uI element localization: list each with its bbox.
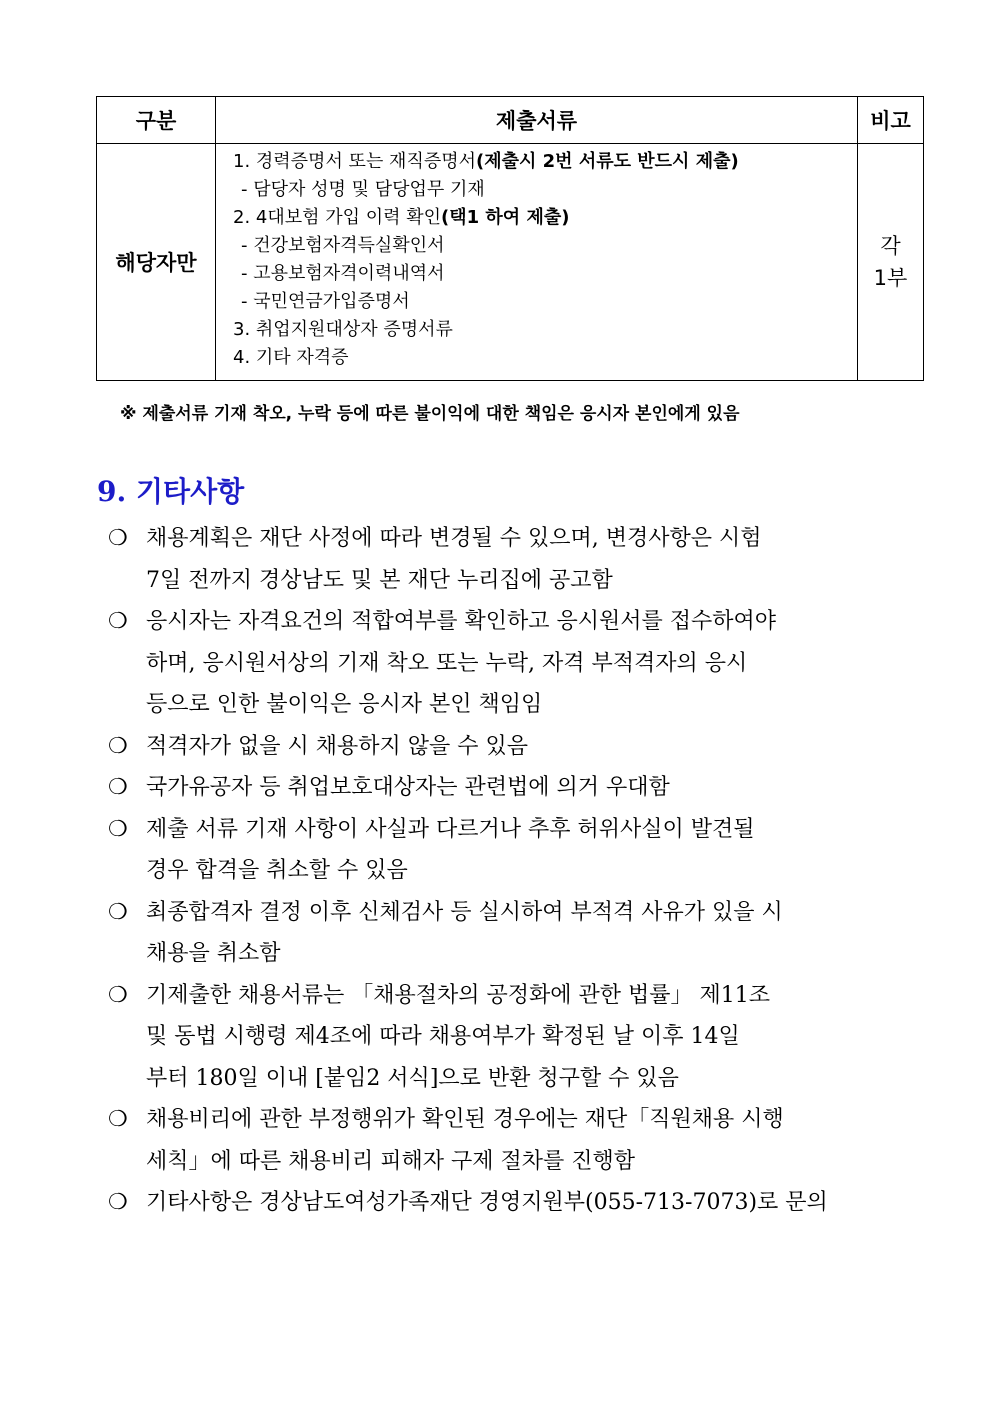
bullet-list bbox=[104, 518, 904, 1224]
list-item-line: 경우 합격을 취소할 수 있음 bbox=[146, 858, 408, 883]
circle-bullet-icon: ❍ bbox=[108, 816, 128, 842]
header-documents: 제출서류 bbox=[216, 97, 858, 144]
document-item bbox=[233, 316, 857, 344]
header-remarks: 비고 bbox=[858, 97, 924, 144]
circle-bullet-icon: ❍ bbox=[108, 526, 128, 551]
list-item-line: 7일 전까지 경상남도 및 본 재단 누리집에 공고함 bbox=[146, 567, 613, 593]
circle-bullet-icon: ❍ bbox=[108, 1107, 128, 1132]
header-category: 구분 bbox=[97, 97, 216, 144]
list-item-line: 적격자가 없을 시 채용하지 않을 수 있음 bbox=[146, 733, 528, 759]
circle-bullet-icon: ❍ bbox=[108, 899, 128, 925]
document-item bbox=[233, 288, 857, 316]
section-title: 9. 기타사항 bbox=[97, 475, 245, 508]
document-item-emphasis: (택1 하여 제출) bbox=[441, 207, 570, 228]
circle-bullet-icon: ❍ bbox=[108, 1190, 128, 1215]
document-item-text: 2. 4대보험 가입 이력 확인 bbox=[233, 207, 442, 228]
document-item bbox=[233, 344, 857, 372]
list-item-line: 등으로 인한 불이익은 응시자 본인 책임임 bbox=[146, 692, 543, 717]
list-item-line: 제출 서류 기재 사항이 사실과 다르거나 추후 허위사실이 발견될 bbox=[146, 816, 755, 842]
table-header-row bbox=[97, 97, 924, 144]
list-item bbox=[104, 809, 904, 892]
circle-bullet-icon: ❍ bbox=[108, 775, 128, 800]
documents-table bbox=[96, 96, 924, 381]
list-item-line: 및 동법 시행령 제4조에 따라 채용여부가 확정된 날 이후 14일 bbox=[146, 1024, 740, 1049]
document-item-text: 4. 기타 자격증 bbox=[233, 347, 349, 368]
document-item bbox=[233, 148, 857, 176]
list-item-line: 채용계획은 재단 사정에 따라 변경될 수 있으며, 변경사항은 시험 bbox=[146, 526, 762, 551]
list-item-line: 하며, 응시원서상의 기재 착오 또는 누락, 자격 부적격자의 응시 bbox=[146, 650, 748, 676]
document-item bbox=[233, 204, 857, 232]
list-item bbox=[104, 518, 904, 601]
circle-bullet-icon: ❍ bbox=[108, 609, 128, 634]
list-item bbox=[104, 601, 904, 726]
list-item bbox=[104, 1182, 904, 1224]
remarks-cell bbox=[858, 144, 924, 381]
document-item bbox=[233, 176, 857, 204]
list-item bbox=[104, 892, 904, 975]
document-item-text: - 담당자 성명 및 담당업무 기재 bbox=[241, 179, 485, 200]
document-item bbox=[233, 260, 857, 288]
table-row bbox=[97, 144, 924, 381]
remarks-line-1: 각 bbox=[880, 234, 901, 258]
list-item bbox=[104, 975, 904, 1100]
footnote: ※ 제출서류 기재 착오, 누락 등에 따른 불이익에 대한 책임은 응시자 본인에게 있음 bbox=[120, 404, 740, 424]
category-cell: 해당자만 bbox=[97, 144, 216, 381]
circle-bullet-icon: ❍ bbox=[108, 733, 128, 759]
list-item-line: 세칙」에 따른 채용비리 피해자 구제 절차를 진행함 bbox=[146, 1148, 636, 1174]
document-item-text: - 건강보험자격득실확인서 bbox=[241, 235, 445, 256]
list-item-line: 채용을 취소함 bbox=[146, 941, 281, 966]
list-item-line: 국가유공자 등 취업보호대상자는 관련법에 의거 우대함 bbox=[146, 775, 670, 800]
list-item bbox=[104, 1099, 904, 1182]
document-item-text: - 고용보험자격이력내역서 bbox=[241, 263, 445, 284]
list-item bbox=[104, 767, 904, 809]
list-item-line: 기제출한 채용서류는 「채용절차의 공정화에 관한 법률」 제11조 bbox=[146, 982, 771, 1008]
documents-list bbox=[216, 144, 858, 381]
document-item-text: - 국민연금가입증명서 bbox=[241, 291, 410, 312]
circle-bullet-icon: ❍ bbox=[108, 982, 128, 1008]
document-item bbox=[233, 232, 857, 260]
remarks-line-2: 1부 bbox=[873, 266, 908, 290]
document-item-text: 1. 경력증명서 또는 재직증명서 bbox=[233, 151, 476, 172]
list-item-line: 기타사항은 경상남도여성가족재단 경영지원부(055-713-7073)로 문의 bbox=[146, 1190, 828, 1215]
list-item-line: 응시자는 자격요건의 적합여부를 확인하고 응시원서를 접수하여야 bbox=[146, 609, 777, 634]
document-item-text: 3. 취업지원대상자 증명서류 bbox=[233, 319, 453, 340]
list-item-line: 채용비리에 관한 부정행위가 확인된 경우에는 재단「직원채용 시행 bbox=[146, 1107, 784, 1132]
document-item-emphasis: (제출시 2번 서류도 반드시 제출) bbox=[476, 151, 739, 172]
list-item-line: 최종합격자 결정 이후 신체검사 등 실시하여 부적격 사유가 있을 시 bbox=[146, 899, 783, 925]
list-item bbox=[104, 726, 904, 768]
list-item-line: 부터 180일 이내 [붙임2 서식]으로 반환 청구할 수 있음 bbox=[146, 1065, 679, 1091]
